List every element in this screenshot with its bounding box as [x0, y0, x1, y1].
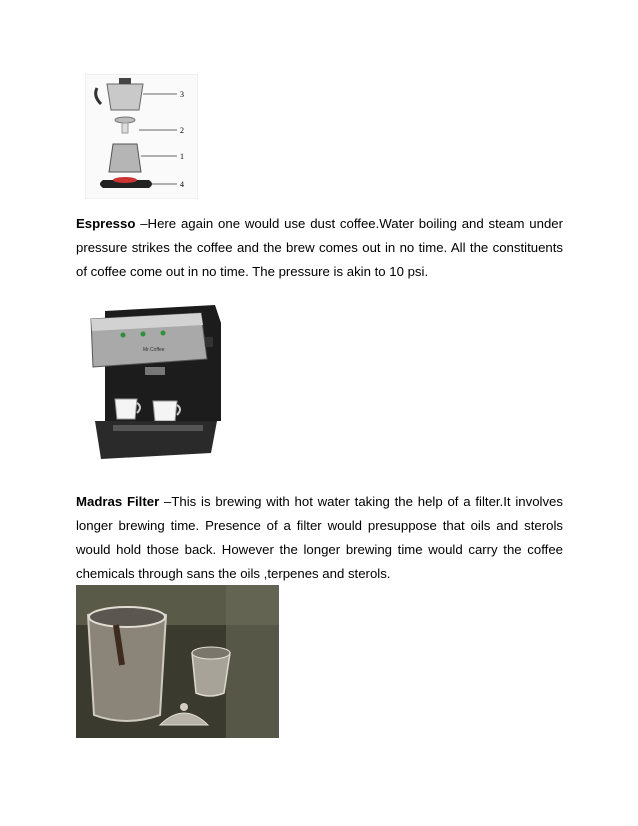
label-3: 3 — [180, 90, 184, 99]
label-2: 2 — [180, 126, 184, 135]
espresso-paragraph — [76, 212, 563, 284]
madras-filter-text: –This is brewing with hot water taking the help of a filter.It involves longer brewing time. Presence of a filter would presuppose that oils and sterols would hold those back. However the longer brewing time would carry the coffee chemicals through sans the oils ,terpenes and sterols. — [76, 494, 563, 581]
madras-filter-term: Madras Filter — [76, 494, 160, 509]
madras-filter-photo — [76, 585, 279, 738]
cup-right — [153, 401, 177, 421]
label-4: 4 — [180, 180, 184, 189]
madras-filter-paragraph — [76, 490, 563, 586]
machine-brand: Mr.Coffee — [143, 347, 165, 353]
espresso-term: Espresso — [76, 216, 136, 231]
moka-pot-diagram — [85, 74, 198, 199]
moka-pot-top-chamber — [107, 84, 143, 110]
espresso-machine-photo — [83, 303, 228, 465]
espresso-text: –Here again one would use dust coffee.Water boiling and steam under pressure strikes the coffee and the brew comes out in no time. All the constituents of coffee come out in no time. The pressure is akin to 10 psi. — [76, 216, 563, 279]
cup-left — [115, 399, 137, 419]
moka-pot-bottom-chamber — [109, 144, 141, 172]
label-1: 1 — [180, 152, 184, 161]
moka-pot-filter — [115, 117, 135, 123]
